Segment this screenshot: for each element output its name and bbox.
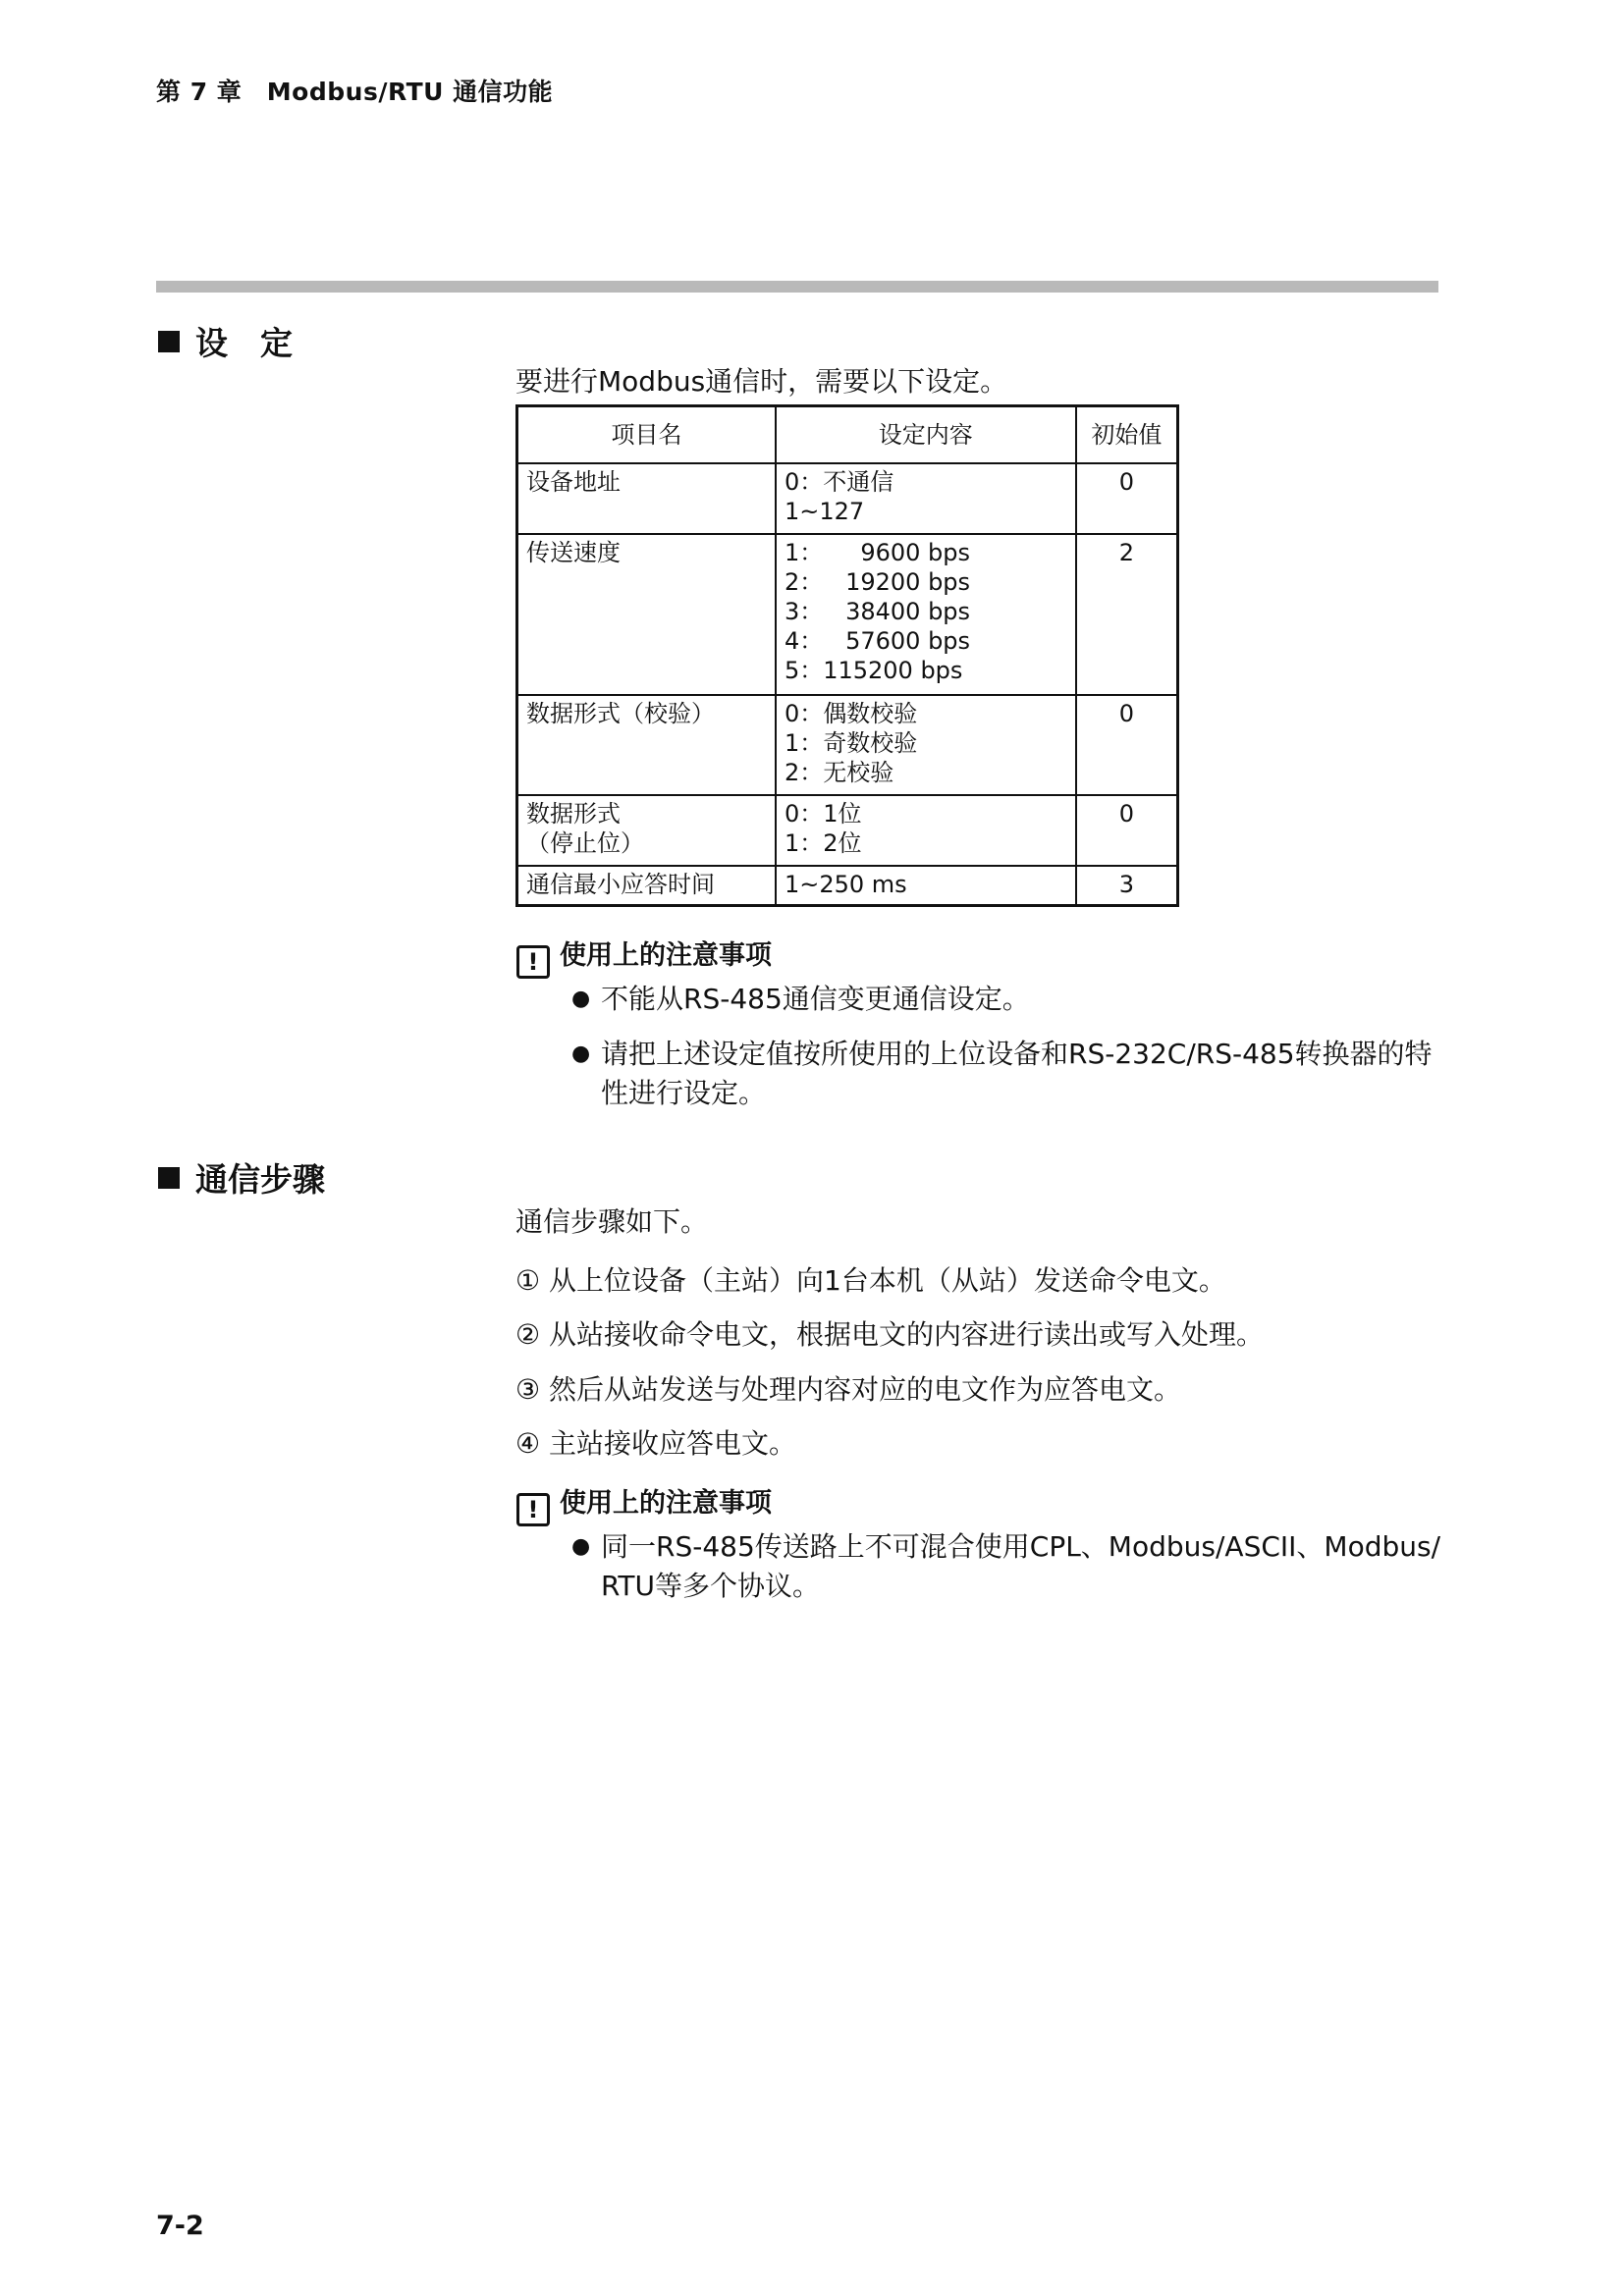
row-options: 0：偶数校验 1：奇数校验 2：无校验 [776, 695, 1076, 795]
square-bullet-icon [158, 1167, 180, 1189]
row-default: 3 [1076, 866, 1178, 905]
caution-icon: ! [516, 945, 550, 979]
list-item: ● 请把上述设定值按所使用的上位设备和RS-232C/RS-485转换器的特 性进行设定。 [601, 1035, 1455, 1113]
row-default: 2 [1076, 534, 1178, 695]
caution-title: 使用上的注意事项 [560, 1488, 772, 1519]
row-default: 0 [1076, 795, 1178, 866]
row-options: 0：不通信 1~127 [776, 463, 1076, 534]
chapter-header: 第 7 章 Modbus/RTU 通信功能 [156, 78, 554, 106]
step-item: ② 从站接收命令电文，根据电文的内容进行读出或写入处理。 [515, 1318, 1265, 1351]
section-steps-title: 通信步骤 [195, 1160, 325, 1199]
table-row [517, 866, 1178, 905]
square-bullet-icon [158, 331, 180, 352]
settings-table [515, 404, 1179, 907]
table-header-row [517, 406, 1178, 464]
page-number: 7-2 [156, 2211, 204, 2241]
bullet-icon: ● [571, 987, 591, 1011]
row-options: 1： 9600 bps 2： 19200 bps 3： 38400 bps 4： 57600 bps 5：115200 bps [776, 534, 1076, 695]
caution-heading-steps [516, 1481, 772, 1526]
section-divider [156, 281, 1438, 293]
table-row [517, 534, 1178, 695]
bullet-icon: ● [571, 1041, 591, 1066]
column-header-default: 初始值 [1076, 406, 1178, 464]
row-item-name: 传送速度 [517, 534, 776, 695]
row-item-name: 设备地址 [517, 463, 776, 534]
caution-heading-settings [516, 934, 772, 979]
list-item: ● 不能从RS-485通信变更通信设定。 [601, 980, 1455, 1019]
section-settings-title: 设 定 [195, 324, 293, 362]
section-steps-heading [158, 1154, 325, 1201]
row-default: 0 [1076, 463, 1178, 534]
step-item: ④ 主站接收应答电文。 [515, 1427, 797, 1460]
bullet-icon: ● [571, 1534, 591, 1559]
row-item-name: 通信最小应答时间 [517, 866, 776, 905]
step-item: ① 从上位设备（主站）向1台本机（从站）发送命令电文。 [515, 1264, 1226, 1297]
table-row [517, 695, 1178, 795]
table-row [517, 463, 1178, 534]
step-item: ③ 然后从站发送与处理内容对应的电文作为应答电文。 [515, 1373, 1182, 1406]
row-default: 0 [1076, 695, 1178, 795]
row-options: 1~250 ms [776, 866, 1076, 905]
row-item-name: 数据形式（校验） [517, 695, 776, 795]
column-header-content: 设定内容 [776, 406, 1076, 464]
caution-icon: ! [516, 1493, 550, 1526]
row-item-name: 数据形式 （停止位） [517, 795, 776, 866]
caution-title: 使用上的注意事项 [560, 940, 772, 971]
row-options: 0：1位 1：2位 [776, 795, 1076, 866]
steps-intro: 通信步骤如下。 [515, 1205, 709, 1238]
table-row [517, 795, 1178, 866]
column-header-item: 项目名 [517, 406, 776, 464]
section-settings-heading [158, 318, 293, 364]
settings-intro: 要进行Modbus通信时，需要以下设定。 [515, 365, 1008, 398]
list-item: ● 同一RS-485传送路上不可混合使用CPL、Modbus/ASCII、Modbus/ RTU等多个协议。 [601, 1527, 1455, 1606]
